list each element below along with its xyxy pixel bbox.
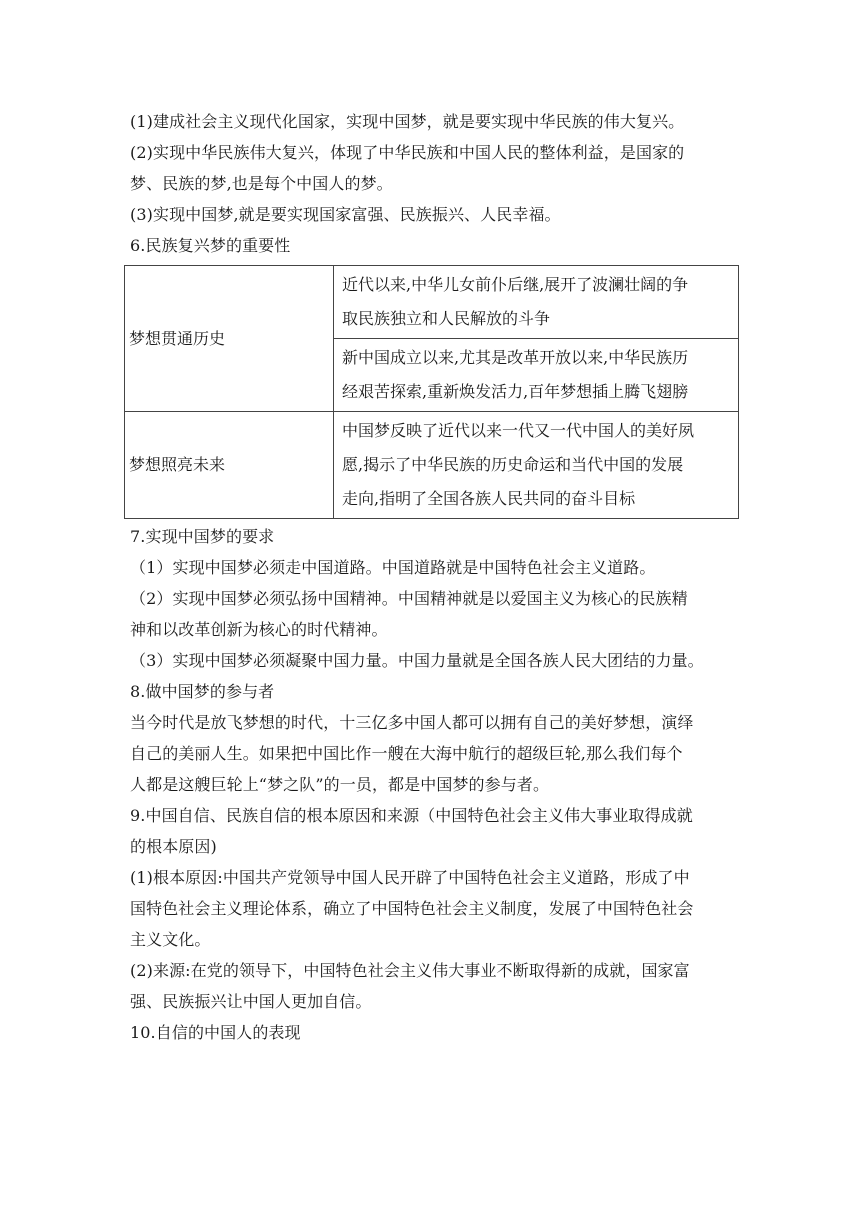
paragraph-5-2-line1: (2)实现中华民族伟大复兴，体现了中华民族和中国人民的整体利益，是国家的 xyxy=(130,143,685,162)
dream-importance-table xyxy=(124,265,739,519)
heading-7: 7.实现中国梦的要求 xyxy=(130,527,275,546)
paragraph-7-3: （3）实现中国梦必须凝聚中国力量。中国力量就是全国各族人民大团结的力量。 xyxy=(130,651,704,670)
paragraph-5-3: (3)实现中国梦,就是要实现国家富强、民族振兴、人民幸福。 xyxy=(130,205,561,224)
table-cell-line: 取民族独立和人民解放的斗争 xyxy=(342,309,551,328)
paragraph-5-1: (1)建成社会主义现代化国家，实现中国梦，就是要实现中华民族的伟大复兴。 xyxy=(130,112,685,131)
table-label-history: 梦想贯通历史 xyxy=(125,266,334,412)
table-cell xyxy=(334,339,739,412)
table-row xyxy=(125,412,739,519)
table-cell-line: 近代以来,中华儿女前仆后继,展开了波澜壮阔的争 xyxy=(342,275,689,294)
paragraph-8-line2: 自己的美丽人生。如果把中国比作一艘在大海中航行的超级巨轮,那么我们每个 xyxy=(130,744,683,763)
paragraph-9-1-line1: (1)根本原因:中国共产党领导中国人民开辟了中国特色社会主义道路，形成了中 xyxy=(130,868,690,887)
table-label-future: 梦想照亮未来 xyxy=(125,412,334,519)
paragraph-9-1-line3: 主义文化。 xyxy=(130,930,211,949)
paragraph-8-line1: 当今时代是放飞梦想的时代，十三亿多中国人都可以拥有自己的美好梦想，演绎 xyxy=(130,713,694,732)
paragraph-9-2-line2: 强、民族振兴让中国人更加自信。 xyxy=(130,992,372,1011)
paragraph-7-2-line2: 神和以改革创新为核心的时代精神。 xyxy=(130,620,388,639)
table-cell-line: 新中国成立以来,尤其是改革开放以来,中华民族历 xyxy=(342,348,689,367)
document-body xyxy=(130,106,735,1048)
table-cell xyxy=(334,412,739,519)
table-cell-line: 走向,指明了全国各族人民共同的奋斗目标 xyxy=(342,489,636,508)
table-cell-line: 经艰苦探索,重新焕发活力,百年梦想插上腾飞翅膀 xyxy=(342,382,689,401)
table-cell-line: 愿,揭示了中华民族的历史命运和当代中国的发展 xyxy=(342,455,684,474)
paragraph-7-2-line1: （2）实现中国梦必须弘扬中国精神。中国精神就是以爱国主义为核心的民族精 xyxy=(130,589,688,608)
paragraph-9-1-line2: 国特色社会主义理论体系，确立了中国特色社会主义制度，发展了中国特色社会 xyxy=(130,899,694,918)
paragraph-8-line3: 人都是这艘巨轮上“梦之队”的一员，都是中国梦的参与者。 xyxy=(130,775,550,794)
heading-9-line2: 的根本原因) xyxy=(130,837,217,856)
paragraph-7-1: （1）实现中国梦必须走中国道路。中国道路就是中国特色社会主义道路。 xyxy=(130,558,656,577)
heading-8: 8.做中国梦的参与者 xyxy=(130,682,275,701)
table-cell-line: 中国梦反映了近代以来一代又一代中国人的美好夙 xyxy=(342,421,695,440)
paragraph-9-2-line1: (2)来源:在党的领导下，中国特色社会主义伟大事业不断取得新的成就，国家富 xyxy=(130,961,690,980)
paragraph-5-2-line2: 梦、民族的梦,也是每个中国人的梦。 xyxy=(130,174,393,193)
table-cell xyxy=(334,266,739,339)
table-row xyxy=(125,266,739,339)
heading-9-line1: 9.中国自信、民族自信的根本原因和来源（中国特色社会主义伟大事业取得成就 xyxy=(130,806,693,825)
heading-6: 6.民族复兴梦的重要性 xyxy=(130,236,291,255)
heading-10: 10.自信的中国人的表现 xyxy=(130,1023,301,1042)
